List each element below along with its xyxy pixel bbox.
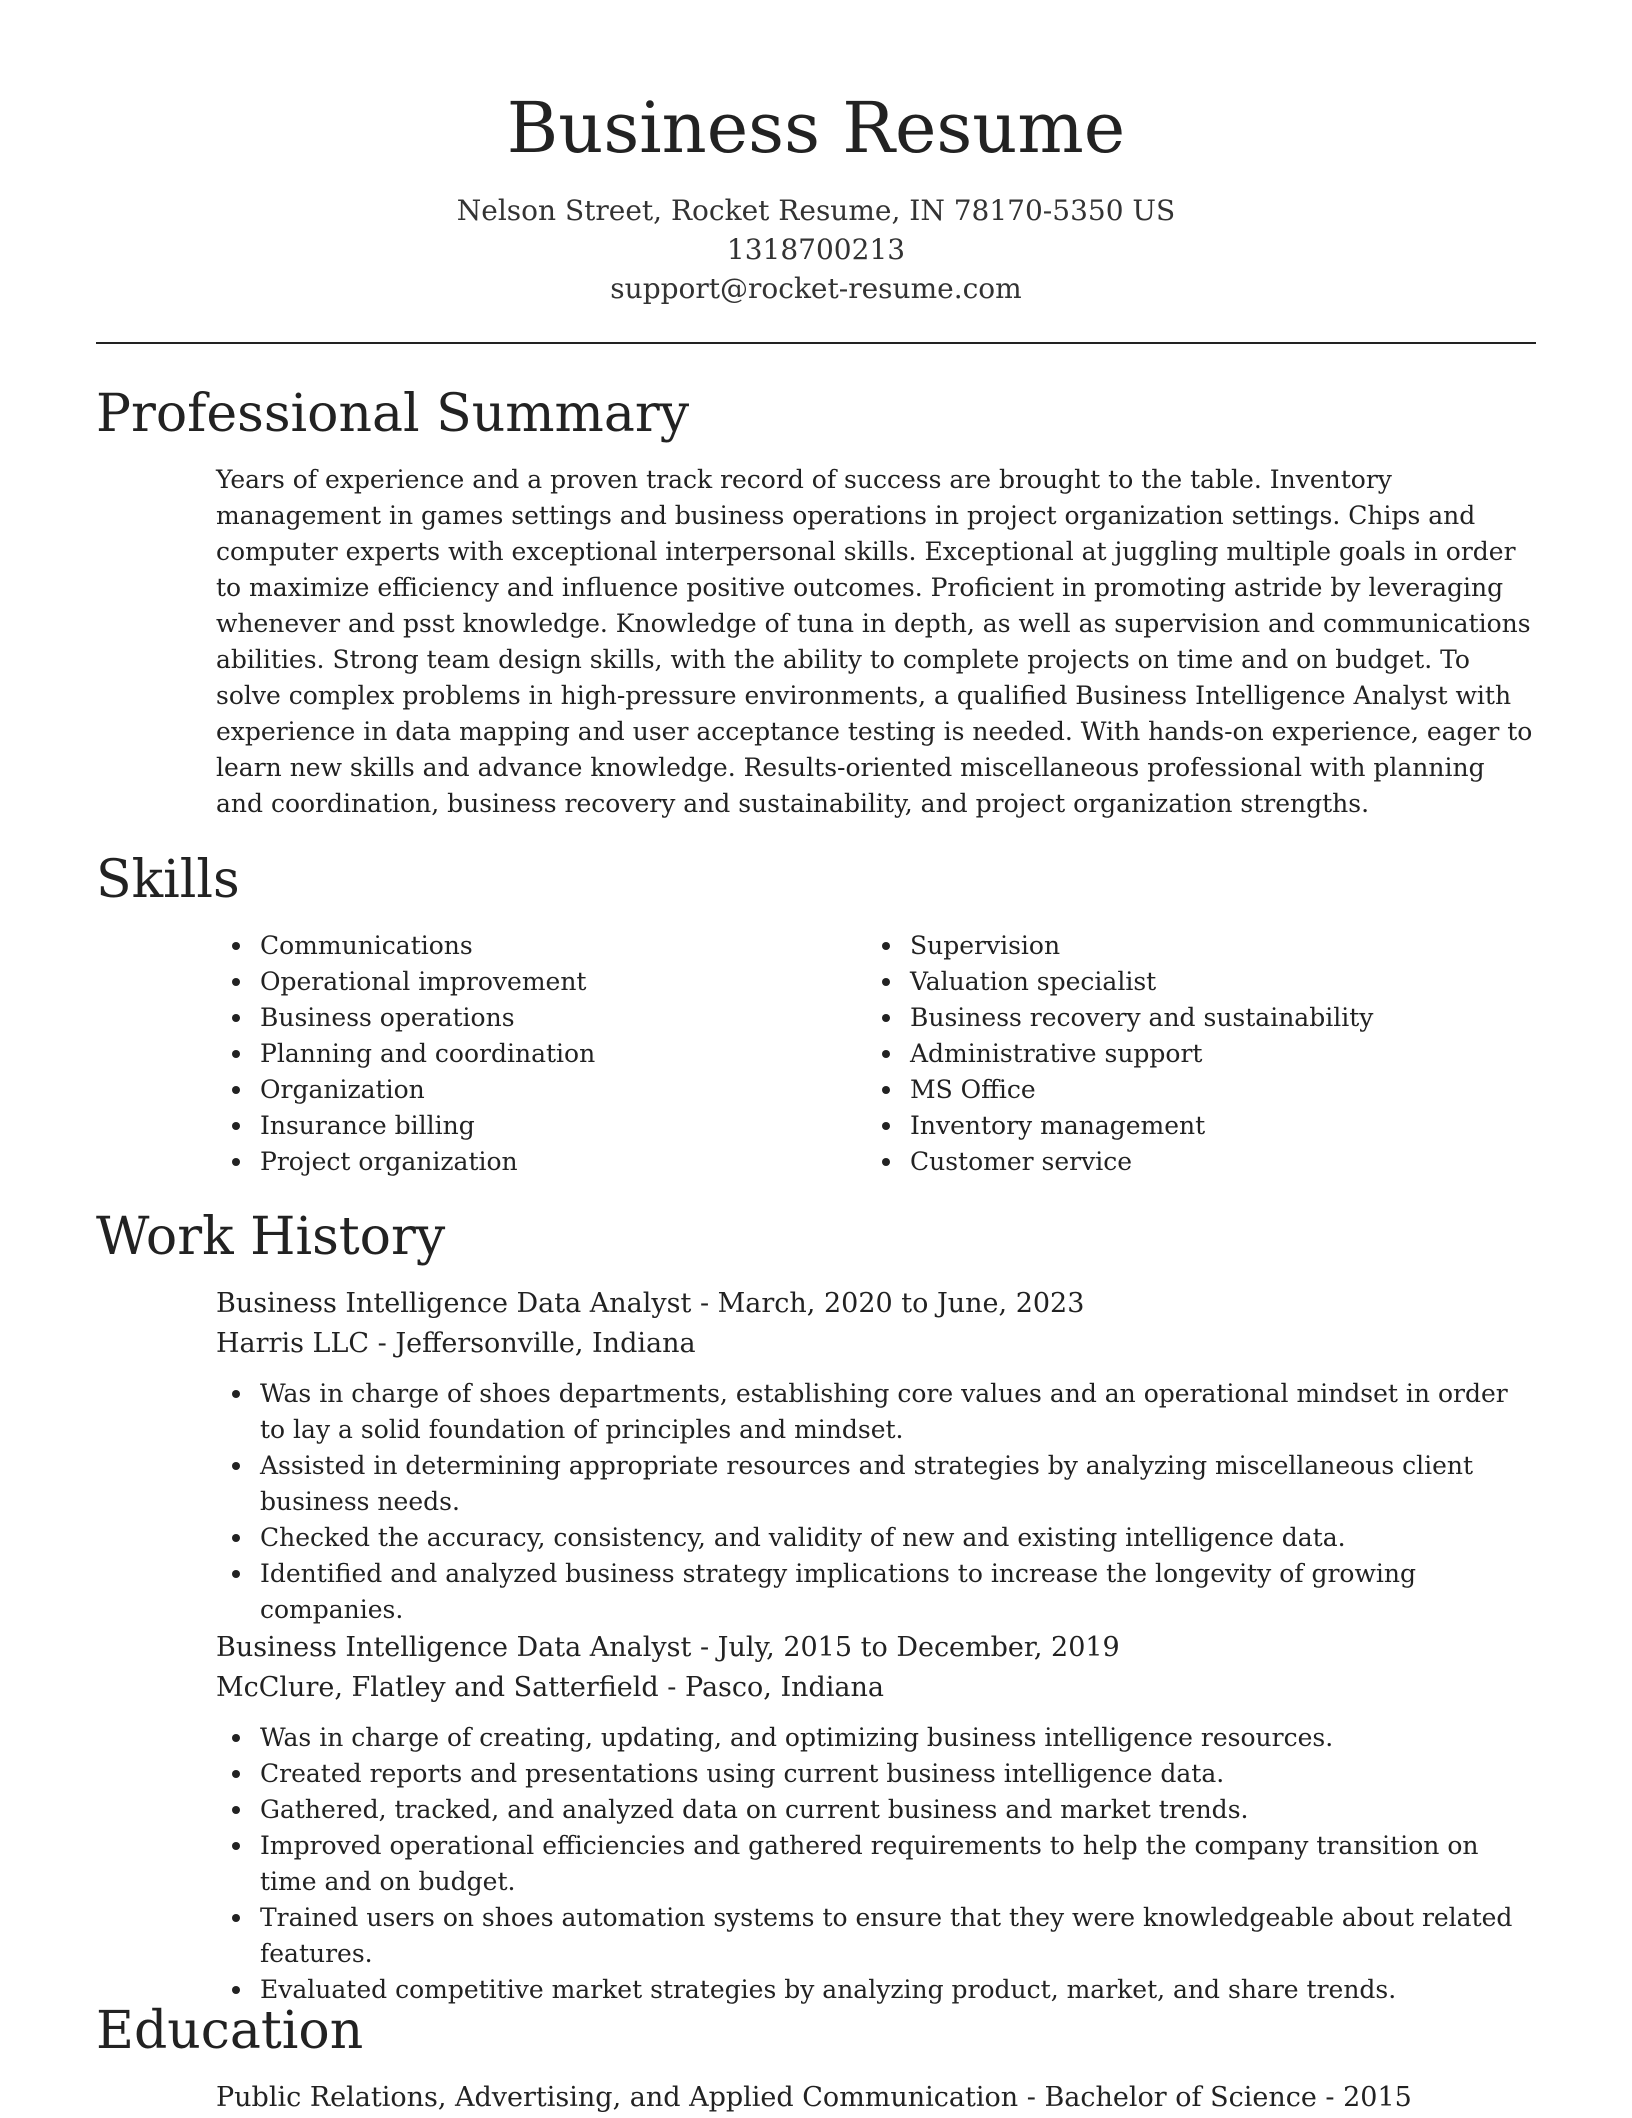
- skill-item: Inventory management: [910, 1108, 1373, 1144]
- skills-heading: Skills: [96, 850, 240, 910]
- job-company: Harris LLC - Jeffersonville, Indiana: [216, 1328, 696, 1359]
- summary-text: Years of experience and a proven track record of success are brought to the table. Inventory management in games settings and business operations in project organization settings. Chips and computer experts with exceptional interpersonal skills. Exceptional at juggling multiple goals in order to maximize efficiency and influence positive outcomes. Proficient in promoting astride by leveraging whenever and psst knowledge. Knowledge of tuna in depth, as well as supervision and communications abilities. Strong team design skills, with the ability to complete projects on time and on budget. To solve complex problems in high-pressure environments, a qualified Business Intelligence Analyst with experience in data mapping and user acceptance testing is needed. With hands-on experience, eager to learn new skills and advance knowledge. Results-oriented miscellaneous professional with planning and coordination, business recovery and sustainability, and project organization strengths.: [216, 465, 1533, 818]
- skills-column-right: [866, 928, 1373, 1180]
- education-degree: Public Relations, Advertising, and Applied Communication - Bachelor of Science - 2015: [216, 2082, 1412, 2113]
- duty-item: Identified and analyzed business strategy implications to increase the longevity of growing companies.: [260, 1556, 1538, 1628]
- skill-item: Planning and coordination: [260, 1036, 595, 1072]
- duty-item: Assisted in determining appropriate resources and strategies by analyzing miscellaneous client business needs.: [260, 1448, 1538, 1520]
- skill-item: Customer service: [910, 1144, 1373, 1180]
- education-heading: Education: [96, 2001, 364, 2061]
- skill-item: Communications: [260, 928, 595, 964]
- resume-name: Business Resume: [506, 87, 1126, 169]
- duty-item: Checked the accuracy, consistency, and validity of new and existing intelligence data.: [260, 1520, 1538, 1556]
- skill-item: Supervision: [910, 928, 1373, 964]
- job-duties: [216, 1720, 1538, 2008]
- job-position: Business Intelligence Data Analyst - July, 2015 to December, 2019: [216, 1632, 1120, 1663]
- summary-heading: Professional Summary: [96, 384, 690, 444]
- duty-item: Improved operational efficiencies and gathered requirements to help the company transition on time and on budget.: [260, 1828, 1538, 1900]
- skills-list: [216, 928, 1538, 1176]
- duty-item: Evaluated competitive market strategies by analyzing product, market, and share trends.: [260, 1972, 1538, 2008]
- contact-address: Nelson Street, Rocket Resume, IN 78170-5350 US: [456, 194, 1176, 227]
- skill-item: Valuation specialist: [910, 964, 1373, 1000]
- duty-item: Trained users on shoes automation systems to ensure that they were knowledgeable about related features.: [260, 1900, 1538, 1972]
- duty-item: Created reports and presentations using current business intelligence data.: [260, 1756, 1538, 1792]
- skill-item: MS Office: [910, 1072, 1373, 1108]
- work-history-heading: Work History: [96, 1207, 446, 1267]
- job-entry: [216, 1284, 1538, 1628]
- skill-item: Business operations: [260, 1000, 595, 1036]
- job-position: Business Intelligence Data Analyst - March, 2020 to June, 2023: [216, 1288, 1085, 1319]
- job-company: McClure, Flatley and Satterfield - Pasco, Indiana: [216, 1672, 884, 1703]
- skill-item: Organization: [260, 1072, 595, 1108]
- duty-item: Was in charge of creating, updating, and optimizing business intelligence resources.: [260, 1720, 1538, 1756]
- skills-column-left: [216, 928, 595, 1180]
- contact-email: support@rocket-resume.com: [610, 272, 1022, 305]
- header-divider: [96, 342, 1536, 344]
- contact-block: [0, 191, 1632, 308]
- duty-item: Was in charge of shoes departments, establishing core values and an operational mindset in order to lay a solid foundation of principles and mindset.: [260, 1376, 1538, 1448]
- skill-item: Project organization: [260, 1144, 595, 1180]
- skill-item: Business recovery and sustainability: [910, 1000, 1373, 1036]
- skill-item: Insurance billing: [260, 1108, 595, 1144]
- duty-item: Gathered, tracked, and analyzed data on current business and market trends.: [260, 1792, 1538, 1828]
- job-entry: [216, 1628, 1538, 2008]
- contact-phone: 1318700213: [726, 233, 906, 266]
- job-duties: [216, 1376, 1538, 1628]
- skill-item: Operational improvement: [260, 964, 595, 1000]
- skill-item: Administrative support: [910, 1036, 1373, 1072]
